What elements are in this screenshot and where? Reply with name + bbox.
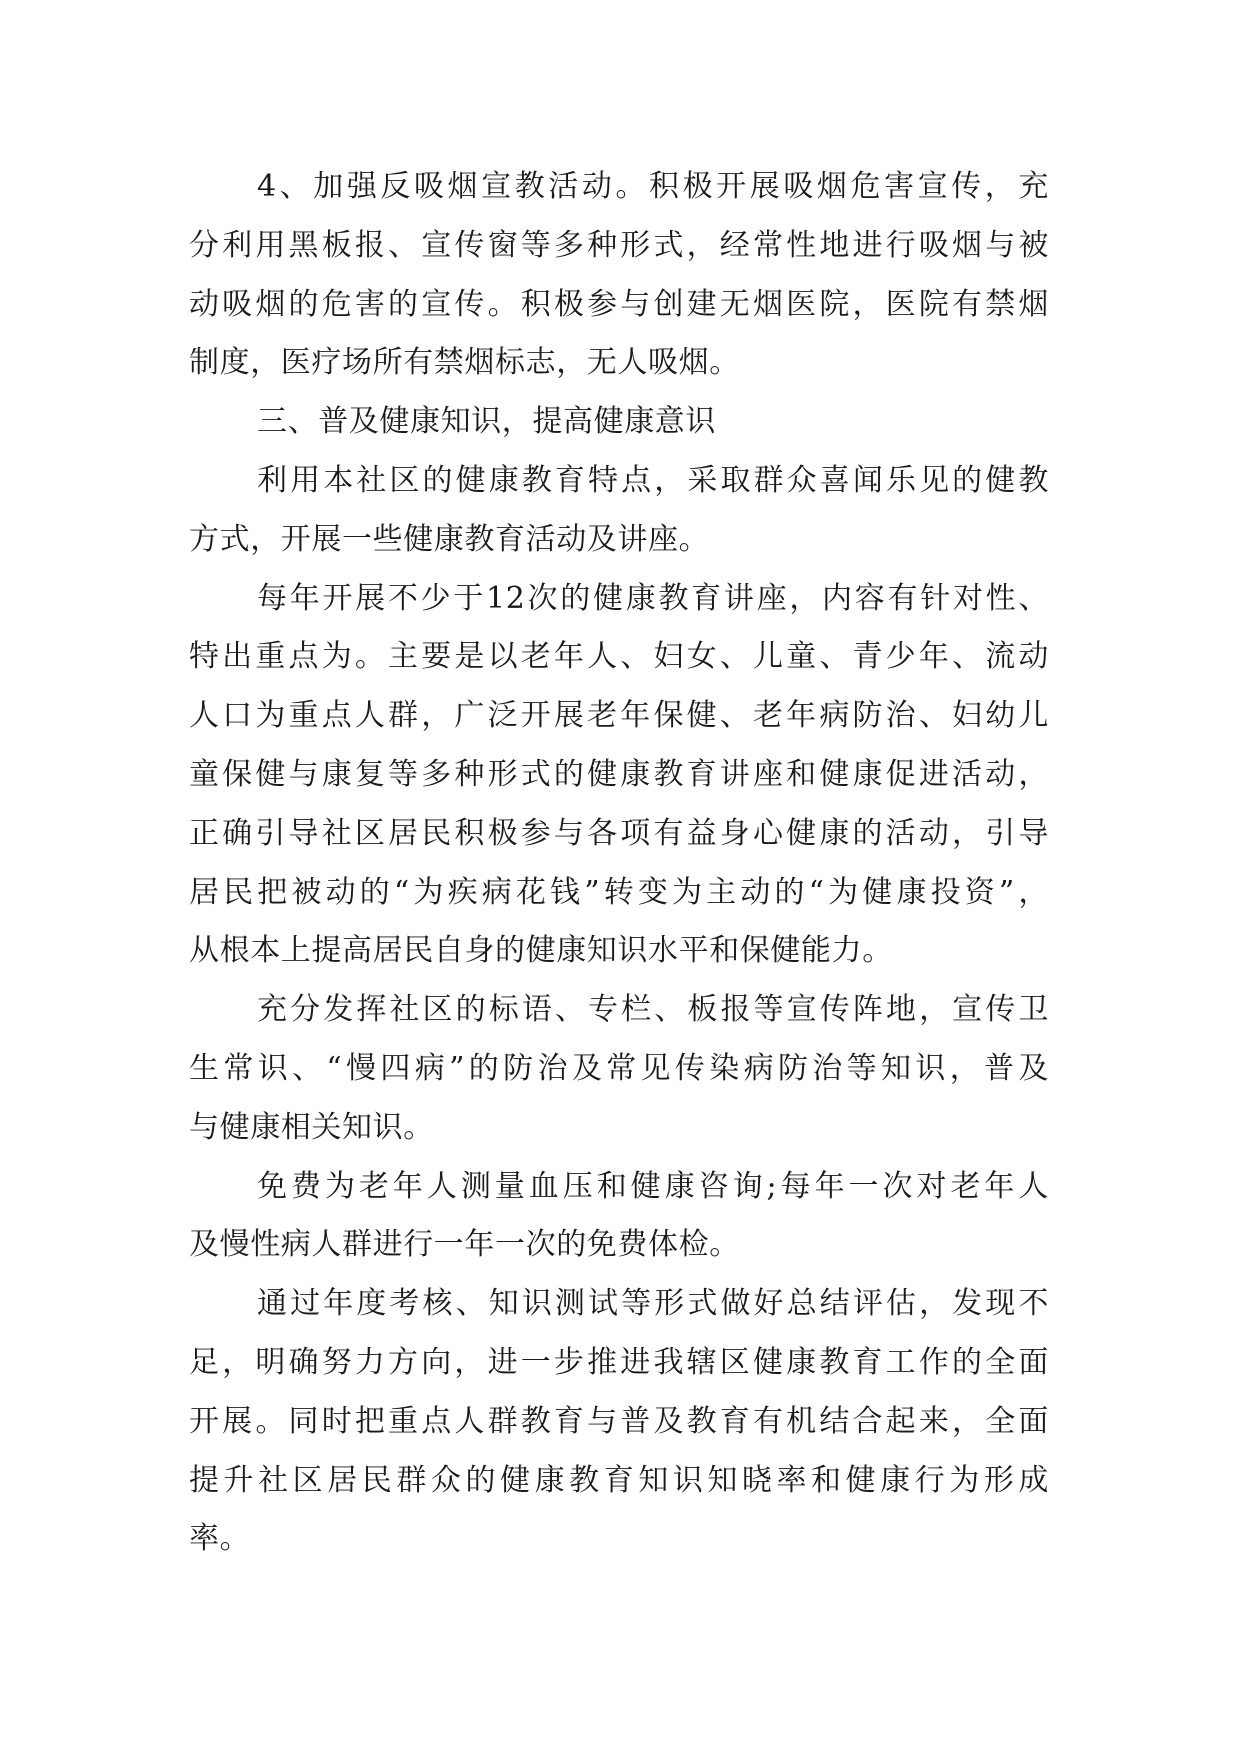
text-line: 每年开展不少于12次的健康教育讲座，内容有针对性、 [257, 580, 1049, 616]
text-line: 足，明确努力方向，进一步推进我辖区健康教育工作的全面 [189, 1344, 1049, 1380]
text-line: 率。 [189, 1521, 251, 1557]
text-line: 及慢性病人群进行一年一次的免费体检。 [189, 1227, 740, 1263]
text-line: 与健康相关知识。 [189, 1109, 434, 1145]
text-line: 免费为老年人测量血压和健康咨询;每年一次对老年人 [257, 1168, 1049, 1204]
text-line: 开展。同时把重点人群教育与普及教育有机结合起来，全面 [189, 1403, 1049, 1439]
text-line: 三、普及健康知识，提高健康意识 [257, 404, 716, 440]
text-line: 充分发挥社区的标语、专栏、板报等宣传阵地，宣传卫 [257, 992, 1049, 1028]
text-line: 生常识、“慢四病”的防治及常见传染病防治等知识，普及 [189, 1050, 1049, 1086]
text-line: 特出重点为。主要是以老年人、妇女、儿童、青少年、流动 [189, 639, 1049, 675]
text-line: 方式，开展一些健康教育活动及讲座。 [189, 521, 710, 557]
text-line: 制度，医疗场所有禁烟标志，无人吸烟。 [189, 345, 740, 381]
text-line: 提升社区居民群众的健康教育知识知晓率和健康行为形成 [189, 1462, 1049, 1498]
text-line: 童保健与康复等多种形式的健康教育讲座和健康促进活动， [189, 756, 1049, 792]
text-line: 动吸烟的危害的宣传。积极参与创建无烟医院，医院有禁烟 [189, 286, 1049, 322]
text-line: 通过年度考核、知识测试等形式做好总结评估，发现不 [257, 1286, 1049, 1322]
text-line: 人口为重点人群，广泛开展老年保健、老年病防治、妇幼儿 [189, 698, 1049, 734]
text-line: 居民把被动的“为疾病花钱”转变为主动的“为健康投资”， [189, 874, 1049, 910]
text-line: 从根本上提高居民自身的健康知识水平和保健能力。 [189, 933, 893, 969]
text-line: 正确引导社区居民积极参与各项有益身心健康的活动，引导 [189, 815, 1049, 851]
text-line: 分利用黑板报、宣传窗等多种形式，经常性地进行吸烟与被 [189, 227, 1049, 263]
document-body [189, 158, 1049, 1569]
text-line: 4、加强反吸烟宣教活动。积极开展吸烟危害宣传，充 [257, 169, 1049, 204]
text-line: 利用本社区的健康教育特点，采取群众喜闻乐见的健教 [257, 462, 1049, 498]
